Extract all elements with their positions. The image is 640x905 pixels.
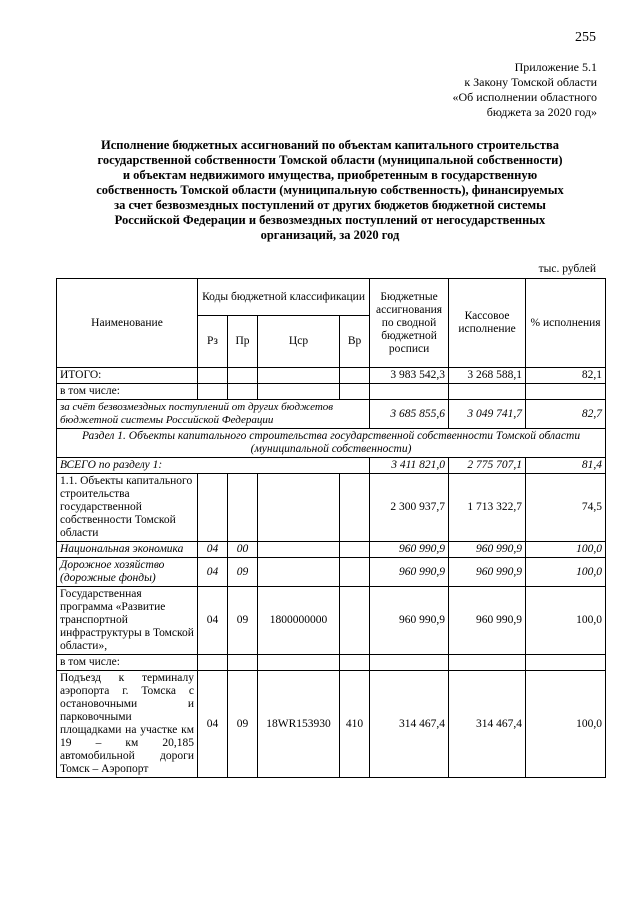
cell-name: Подъезд к терминалу аэропорта г. Томска с остановочными и парковочными площадками на участке км 19 – км 20,185 автомобильной дороги Томск – Аэропорт	[57, 671, 198, 778]
cell-percent: 100,0	[526, 671, 606, 778]
cell-name: Дорожное хозяйство (дорожные фонды)	[57, 558, 198, 587]
budget-table	[56, 278, 606, 778]
cell-rz: 04	[198, 542, 228, 558]
header-percent: % исполнения	[526, 279, 606, 368]
header-pr: Пр	[228, 316, 258, 368]
table-row-roads	[57, 558, 606, 587]
appendix-note	[452, 60, 597, 120]
table-row-program	[57, 587, 606, 655]
cell-name: в том числе:	[57, 384, 198, 400]
cell-name: за счёт безвозмездных поступлений от других бюджетов бюджетной системы Российской Федерации	[57, 400, 370, 429]
cell-executed: 314 467,4	[449, 671, 526, 778]
cell-percent: 82,7	[526, 400, 606, 429]
table-row-economy	[57, 542, 606, 558]
cell-rz: 04	[198, 587, 228, 655]
cell-percent: 100,0	[526, 587, 606, 655]
cell-executed: 1 713 322,7	[449, 474, 526, 542]
title-line: и объектам недвижимого имущества, приобретенным в государственную	[122, 168, 538, 182]
cell-assigned: 3 411 821,0	[370, 458, 449, 474]
section-heading: Раздел 1. Объекты капитального строительства государственной собственности Томской области (муниципальной собственности)	[57, 429, 606, 458]
cell-csr: 18WR153930	[258, 671, 340, 778]
cell-executed: 960 990,9	[449, 542, 526, 558]
cell-executed: 960 990,9	[449, 587, 526, 655]
cell-rz: 04	[198, 558, 228, 587]
cell-name: в том числе:	[57, 655, 198, 671]
cell-assigned: 3 983 542,3	[370, 368, 449, 384]
table-row-total	[57, 368, 606, 384]
cell-executed: 960 990,9	[449, 558, 526, 587]
cell-executed: 2 775 707,1	[449, 458, 526, 474]
cell-pr: 09	[228, 558, 258, 587]
header-rz: Рз	[198, 316, 228, 368]
header-vr: Вр	[340, 316, 370, 368]
title-line: Российской Федерации и безвозмездных поступлений от негосударственных	[114, 213, 546, 227]
cell-pr: 09	[228, 587, 258, 655]
cell-percent: 81,4	[526, 458, 606, 474]
cell-assigned: 3 685 855,6	[370, 400, 449, 429]
table-row-airport	[57, 671, 606, 778]
unit-label: тыс. рублей	[538, 263, 596, 275]
cell-assigned: 960 990,9	[370, 587, 449, 655]
appendix-line: Приложение 5.1	[514, 60, 597, 74]
appendix-line: к Закону Томской области	[464, 75, 597, 89]
header-name: Наименование	[57, 279, 198, 368]
cell-csr: 1800000000	[258, 587, 340, 655]
title-line: собственность Томской области (муниципальную собственность), финансируемых	[96, 183, 564, 197]
table-row-section-total	[57, 458, 606, 474]
table-row-including	[57, 384, 606, 400]
cell-assigned: 960 990,9	[370, 542, 449, 558]
header-csr: Цср	[258, 316, 340, 368]
cell-name: Национальная экономика	[57, 542, 198, 558]
cell-assigned: 314 467,4	[370, 671, 449, 778]
cell-assigned: 2 300 937,7	[370, 474, 449, 542]
cell-name: Государственная программа «Развитие транспортной инфраструктуры в Томской области»,	[57, 587, 198, 655]
document-title	[55, 138, 605, 243]
cell-rz: 04	[198, 671, 228, 778]
cell-pr: 00	[228, 542, 258, 558]
cell-name: 1.1. Объекты капитального строительства государственной собственности Томской области	[57, 474, 198, 542]
cell-assigned: 960 990,9	[370, 558, 449, 587]
title-line: организаций, за 2020 год	[260, 228, 400, 242]
cell-percent: 82,1	[526, 368, 606, 384]
table-row-section	[57, 429, 606, 458]
cell-percent: 100,0	[526, 542, 606, 558]
title-line: за счет безвозмездных поступлений от других бюджетов бюджетной системы	[114, 198, 546, 212]
appendix-line: «Об исполнении областного	[452, 90, 597, 104]
page-number: 255	[575, 30, 596, 45]
cell-pr: 09	[228, 671, 258, 778]
cell-name: ИТОГО:	[57, 368, 198, 384]
cell-vr: 410	[340, 671, 370, 778]
appendix-line: бюджета за 2020 год»	[486, 105, 597, 119]
cell-percent: 74,5	[526, 474, 606, 542]
cell-executed: 3 049 741,7	[449, 400, 526, 429]
cell-name: ВСЕГО по разделу 1:	[57, 458, 370, 474]
header-codes: Коды бюджетной классификации	[198, 279, 370, 316]
table-row-gratuitous	[57, 400, 606, 429]
table-row-objects	[57, 474, 606, 542]
table-header-row	[57, 279, 606, 316]
title-line: Исполнение бюджетных ассигнований по объектам капитального строительства	[100, 138, 560, 152]
title-line: государственной собственности Томской области (муниципальной собственности)	[97, 153, 563, 167]
table-row-including	[57, 655, 606, 671]
header-assigned: Бюджетные ассигнования по сводной бюджетной росписи	[370, 279, 449, 368]
header-executed: Кассовое исполнение	[449, 279, 526, 368]
cell-percent: 100,0	[526, 558, 606, 587]
cell-executed: 3 268 588,1	[449, 368, 526, 384]
